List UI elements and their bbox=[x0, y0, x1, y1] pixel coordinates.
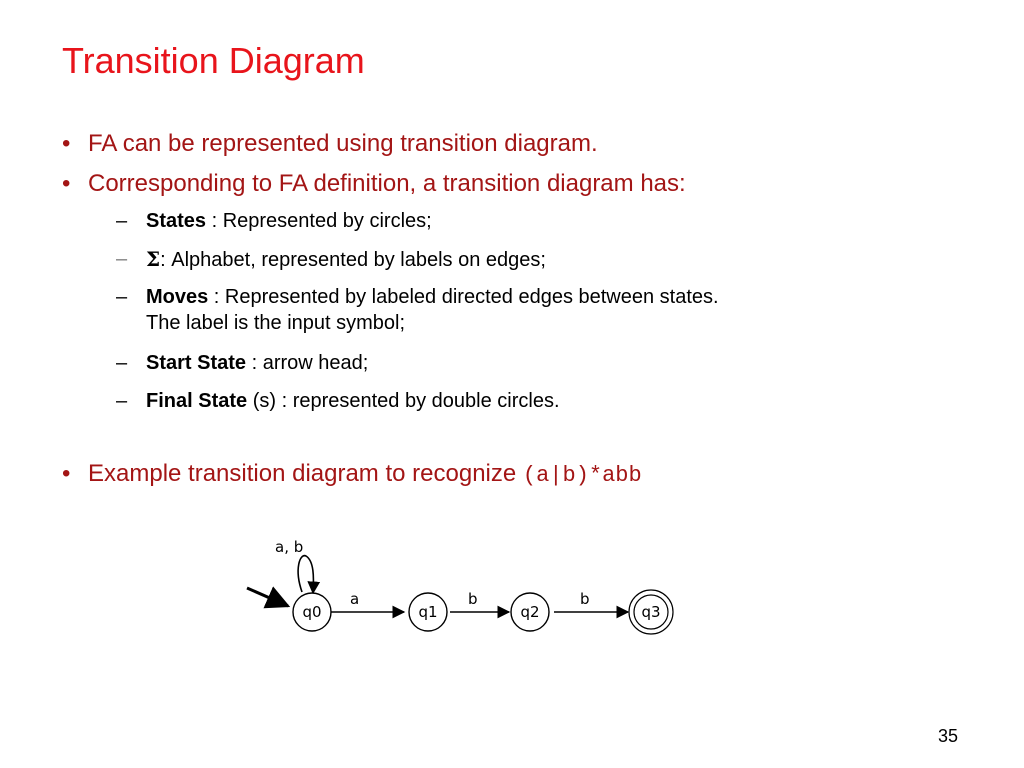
term: Final State bbox=[146, 390, 248, 412]
svg-text:q3: q3 bbox=[641, 603, 661, 621]
sub-bullet-marker: – bbox=[116, 286, 128, 308]
bullet-marker: • bbox=[62, 170, 71, 197]
transition-label: b bbox=[468, 590, 478, 608]
regex-code: (a|b)*abb bbox=[522, 463, 642, 488]
transition-label: a bbox=[350, 590, 360, 608]
transition-diagram bbox=[230, 525, 690, 645]
slide-title: Transition Diagram bbox=[62, 40, 365, 81]
page-number: 35 bbox=[938, 726, 959, 746]
term: Moves bbox=[146, 286, 209, 308]
bullet-marker: • bbox=[62, 460, 71, 487]
sigma-symbol: Σ bbox=[146, 247, 161, 271]
state-q0 bbox=[293, 593, 331, 631]
sub-bullet-marker: – bbox=[116, 390, 128, 412]
definition: : arrow head; bbox=[246, 352, 369, 374]
term: Start State bbox=[146, 352, 247, 374]
bullet-text: FA can be represented using transition diagram. bbox=[88, 130, 598, 157]
transition-label: a, b bbox=[275, 538, 304, 556]
start-arrow bbox=[247, 588, 288, 606]
definition-continued: The label is the input symbol; bbox=[146, 312, 406, 334]
definition: : Alphabet, represented by labels on edges; bbox=[160, 249, 546, 271]
sub-bullet-marker: – bbox=[116, 210, 128, 232]
state-q1 bbox=[409, 593, 447, 631]
svg-text:q2: q2 bbox=[520, 603, 540, 621]
term: States bbox=[146, 210, 207, 232]
transition-label: b bbox=[580, 590, 590, 608]
bullet-marker: • bbox=[62, 130, 71, 157]
bullet-text: Example transition diagram to recognize bbox=[88, 460, 523, 487]
sub-bullet-marker: – bbox=[116, 248, 128, 270]
self-loop-q0 bbox=[298, 556, 313, 593]
svg-text:q1: q1 bbox=[418, 603, 438, 621]
state-q2 bbox=[511, 593, 549, 631]
definition: (s) : represented by double circles. bbox=[247, 390, 560, 412]
state-q3-final bbox=[629, 590, 673, 634]
bullet-text: Corresponding to FA definition, a transition diagram has: bbox=[88, 170, 686, 197]
sub-bullet-marker: – bbox=[116, 352, 128, 374]
definition: : Represented by labeled directed edges between states. bbox=[208, 286, 719, 308]
svg-text:q0: q0 bbox=[302, 603, 322, 621]
definition: : Represented by circles; bbox=[206, 210, 432, 232]
